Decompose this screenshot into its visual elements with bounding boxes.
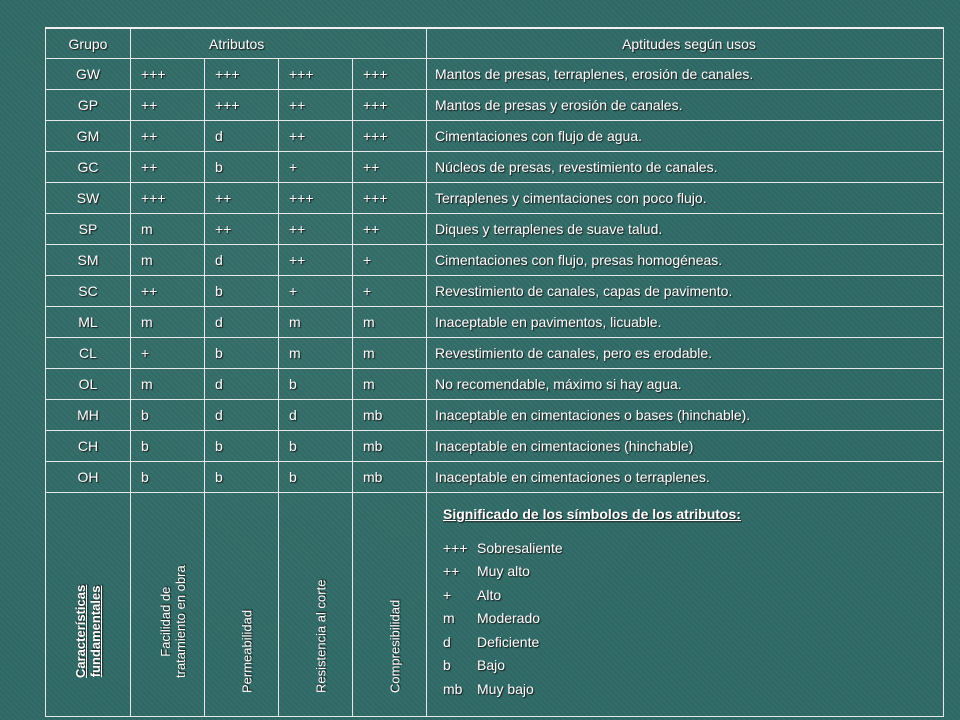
legend-cell <box>427 493 944 717</box>
permeabilidad-value: b <box>205 431 279 462</box>
table-row <box>46 59 944 90</box>
table-row <box>46 214 944 245</box>
legend-symbol: ++ <box>443 563 460 579</box>
resistencia-value: ++ <box>279 90 353 121</box>
soil-classification-table <box>45 27 944 717</box>
table-row <box>46 369 944 400</box>
aptitud-description: Núcleos de presas, revestimiento de canales. <box>427 152 944 183</box>
legend-symbol: mb <box>443 680 463 697</box>
legend <box>435 493 943 701</box>
permeabilidad-value: d <box>205 369 279 400</box>
compresibilidad-value: +++ <box>353 121 427 152</box>
caracteristicas-label-2: fundamentales <box>88 585 103 678</box>
aptitud-description: Cimentaciones con flujo, presas homogéneas. <box>427 245 944 276</box>
table-row <box>46 245 944 276</box>
group-cell: CL <box>46 338 131 369</box>
resistencia-value: m <box>279 338 353 369</box>
aptitud-description: Revestimiento de canales, capas de pavimento. <box>427 276 944 307</box>
legend-item <box>443 537 943 561</box>
resistencia-value: ++ <box>279 121 353 152</box>
facilidad-label-1: Facilidad de <box>157 586 173 657</box>
legend-item <box>443 678 943 702</box>
resistencia-value: + <box>279 152 353 183</box>
group-cell: OH <box>46 462 131 493</box>
compresibilidad-value: mb <box>353 431 427 462</box>
aptitud-description: Terraplenes y cimentaciones con poco flujo. <box>427 183 944 214</box>
table-row <box>46 183 944 214</box>
legend-label: Muy alto <box>477 563 530 579</box>
table-row <box>46 90 944 121</box>
group-cell: SC <box>46 276 131 307</box>
permeabilidad-value: d <box>205 400 279 431</box>
resistencia-value: d <box>279 400 353 431</box>
resistencia-value: b <box>279 431 353 462</box>
legend-label: Bajo <box>477 657 506 673</box>
header-grupo: Grupo <box>46 28 131 59</box>
legend-label: Sobresaliente <box>477 539 563 556</box>
resistencia-value: ++ <box>279 245 353 276</box>
permeabilidad-value: +++ <box>205 59 279 90</box>
resistencia-value: b <box>279 369 353 400</box>
facilidad-value: ++ <box>131 276 205 307</box>
facilidad-value: + <box>131 338 205 369</box>
aptitud-description: Inaceptable en cimentaciones o terraplenes. <box>427 462 944 493</box>
facilidad-value: m <box>131 307 205 338</box>
table-row <box>46 462 944 493</box>
permeabilidad-value: b <box>205 338 279 369</box>
compresibilidad-value: +++ <box>353 59 427 90</box>
caracteristicas-label-1: Características <box>73 584 88 678</box>
table-header-row <box>46 28 944 59</box>
header-aptitudes: Aptitudes según usos <box>427 28 944 59</box>
resistencia-value: m <box>279 307 353 338</box>
caracteristicas-cell <box>46 493 131 717</box>
permeabilidad-value: d <box>205 245 279 276</box>
table-row <box>46 276 944 307</box>
facilidad-value: ++ <box>131 152 205 183</box>
facilidad-value: m <box>131 214 205 245</box>
aptitud-description: Mantos de presas, terraplenes, erosión de canales. <box>427 59 944 90</box>
aptitud-description: Inaceptable en cimentaciones (hinchable) <box>427 431 944 462</box>
aptitud-description: Inaceptable en cimentaciones o bases (hinchable). <box>427 400 944 431</box>
legend-item <box>443 584 943 608</box>
compresibilidad-label: Compresibilidad <box>387 599 402 693</box>
legend-label: Moderado <box>477 610 541 626</box>
group-cell: SP <box>46 214 131 245</box>
compresibilidad-value: mb <box>353 462 427 493</box>
legend-items <box>443 537 943 702</box>
group-cell: GM <box>46 121 131 152</box>
facilidad-cell <box>131 493 205 717</box>
resistencia-cell <box>279 493 353 717</box>
group-cell: SW <box>46 183 131 214</box>
legend-symbol: + <box>443 586 452 603</box>
table-body <box>46 59 944 493</box>
facilidad-value: ++ <box>131 90 205 121</box>
legend-label: Alto <box>477 586 502 603</box>
facilidad-label-2: tratamiento en obra <box>172 565 188 678</box>
legend-symbol: +++ <box>443 539 468 556</box>
group-cell: SM <box>46 245 131 276</box>
footer-row <box>46 493 944 717</box>
compresibilidad-value: + <box>353 276 427 307</box>
facilidad-value: m <box>131 245 205 276</box>
aptitud-description: No recomendable, máximo si hay agua. <box>427 369 944 400</box>
aptitud-description: Revestimiento de canales, pero es erodable. <box>427 338 944 369</box>
table-row <box>46 121 944 152</box>
legend-label: Muy bajo <box>477 680 534 697</box>
aptitud-description: Cimentaciones con flujo de agua. <box>427 121 944 152</box>
group-cell: GC <box>46 152 131 183</box>
group-cell: GP <box>46 90 131 121</box>
facilidad-value: +++ <box>131 183 205 214</box>
header-atributos: Atributos <box>131 28 427 59</box>
resistencia-value: +++ <box>279 59 353 90</box>
legend-item <box>443 560 943 584</box>
resistencia-value: ++ <box>279 214 353 245</box>
group-cell: OL <box>46 369 131 400</box>
facilidad-value: ++ <box>131 121 205 152</box>
legend-item <box>443 631 943 655</box>
resistencia-value: +++ <box>279 183 353 214</box>
group-cell: MH <box>46 400 131 431</box>
resistencia-value: + <box>279 276 353 307</box>
facilidad-value: b <box>131 462 205 493</box>
resistencia-value: b <box>279 462 353 493</box>
legend-item <box>443 654 943 678</box>
legend-symbol: b <box>443 657 451 673</box>
compresibilidad-value: +++ <box>353 90 427 121</box>
compresibilidad-value: ++ <box>353 214 427 245</box>
permeabilidad-value: d <box>205 121 279 152</box>
compresibilidad-value: m <box>353 307 427 338</box>
permeabilidad-value: b <box>205 462 279 493</box>
aptitud-description: Mantos de presas y erosión de canales. <box>427 90 944 121</box>
table-row <box>46 431 944 462</box>
table-row <box>46 338 944 369</box>
compresibilidad-cell <box>353 493 427 717</box>
legend-item <box>443 607 943 631</box>
legend-label: Deficiente <box>477 633 540 650</box>
table-row <box>46 400 944 431</box>
permeabilidad-cell <box>205 493 279 717</box>
aptitud-description: Inaceptable en pavimentos, licuable. <box>427 307 944 338</box>
group-cell: GW <box>46 59 131 90</box>
permeabilidad-value: d <box>205 307 279 338</box>
compresibilidad-value: m <box>353 369 427 400</box>
facilidad-value: b <box>131 400 205 431</box>
permeabilidad-value: ++ <box>205 214 279 245</box>
compresibilidad-value: m <box>353 338 427 369</box>
permeabilidad-value: ++ <box>205 183 279 214</box>
compresibilidad-value: ++ <box>353 152 427 183</box>
compresibilidad-value: +++ <box>353 183 427 214</box>
group-cell: CH <box>46 431 131 462</box>
permeabilidad-value: +++ <box>205 90 279 121</box>
facilidad-value: m <box>131 369 205 400</box>
permeabilidad-value: b <box>205 276 279 307</box>
legend-symbol: d <box>443 633 451 650</box>
aptitud-description: Diques y terraplenes de suave talud. <box>427 214 944 245</box>
facilidad-value: b <box>131 431 205 462</box>
table-row <box>46 307 944 338</box>
resistencia-label: Resistencia al corte <box>313 579 328 693</box>
compresibilidad-value: mb <box>353 400 427 431</box>
group-cell: ML <box>46 307 131 338</box>
legend-symbol: m <box>443 610 455 626</box>
compresibilidad-value: + <box>353 245 427 276</box>
permeabilidad-label: Permeabilidad <box>239 609 254 693</box>
facilidad-value: +++ <box>131 59 205 90</box>
permeabilidad-value: b <box>205 152 279 183</box>
legend-title: Significado de los símbolos de los atributos: <box>443 506 741 522</box>
table-row <box>46 152 944 183</box>
